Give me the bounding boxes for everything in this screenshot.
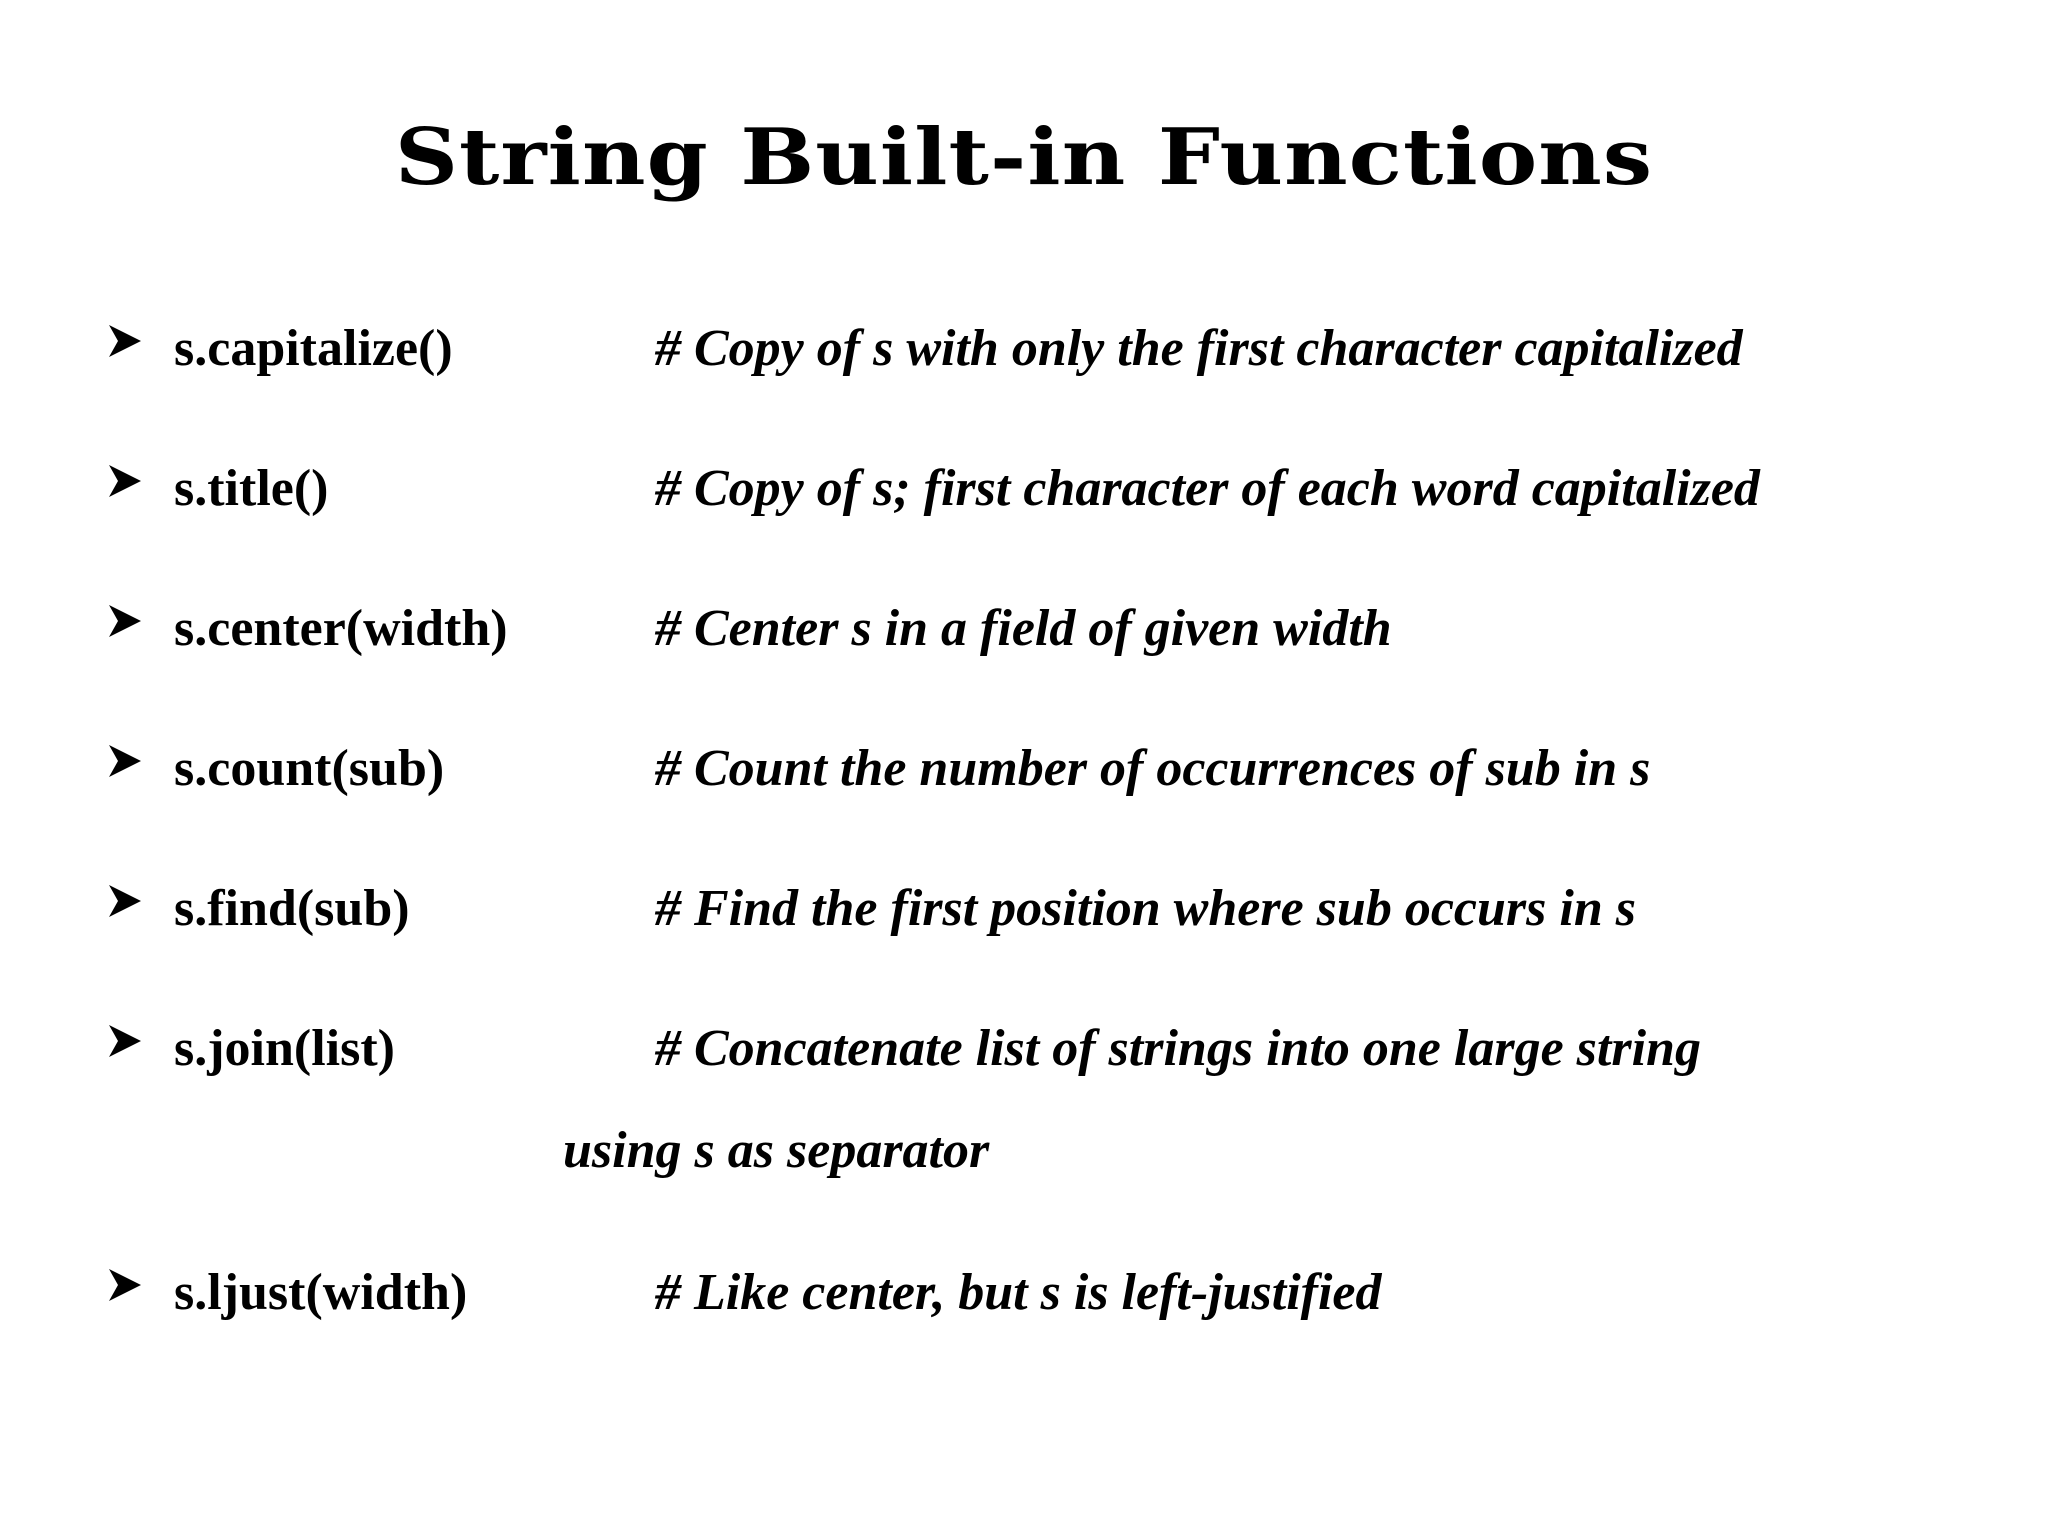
arrowhead-bullet-icon [108,1268,142,1302]
function-name: s.find(sub) [174,880,410,937]
function-description-continuation: using s as separator [563,1122,990,1179]
function-name: s.ljust(width) [174,1264,468,1321]
function-name: s.capitalize() [174,320,453,377]
function-name: s.title() [174,460,329,517]
list-item-title [0,458,2048,528]
arrowhead-bullet-icon [108,464,142,498]
arrowhead-bullet-icon [108,1024,142,1058]
list-item-center [0,598,2048,668]
function-description: # Like center, but s is left-justified [655,1264,1382,1321]
arrowhead-bullet-icon [108,604,142,638]
list-item-ljust [0,1262,2048,1332]
list-item-find [0,878,2048,948]
function-name: s.count(sub) [174,740,445,797]
function-name: s.center(width) [174,600,508,657]
list-item-capitalize [0,318,2048,388]
arrowhead-bullet-icon [108,324,142,358]
function-description: # Center s in a field of given width [655,600,1392,657]
function-description: # Count the number of occurrences of sub in s [655,740,1651,797]
arrowhead-bullet-icon [108,744,142,778]
function-description: # Concatenate list of strings into one large string [655,1020,1701,1077]
function-description: # Copy of s with only the first character capitalized [655,320,1743,377]
list-item-join [0,1018,2048,1188]
function-name: s.join(list) [174,1020,395,1077]
function-description: # Find the first position where sub occurs in s [655,880,1636,937]
arrowhead-bullet-icon [108,884,142,918]
function-description: # Copy of s; first character of each word capitalized [655,460,1760,517]
list-item-count [0,738,2048,808]
slide-title: String Built-in Functions [394,112,1654,203]
